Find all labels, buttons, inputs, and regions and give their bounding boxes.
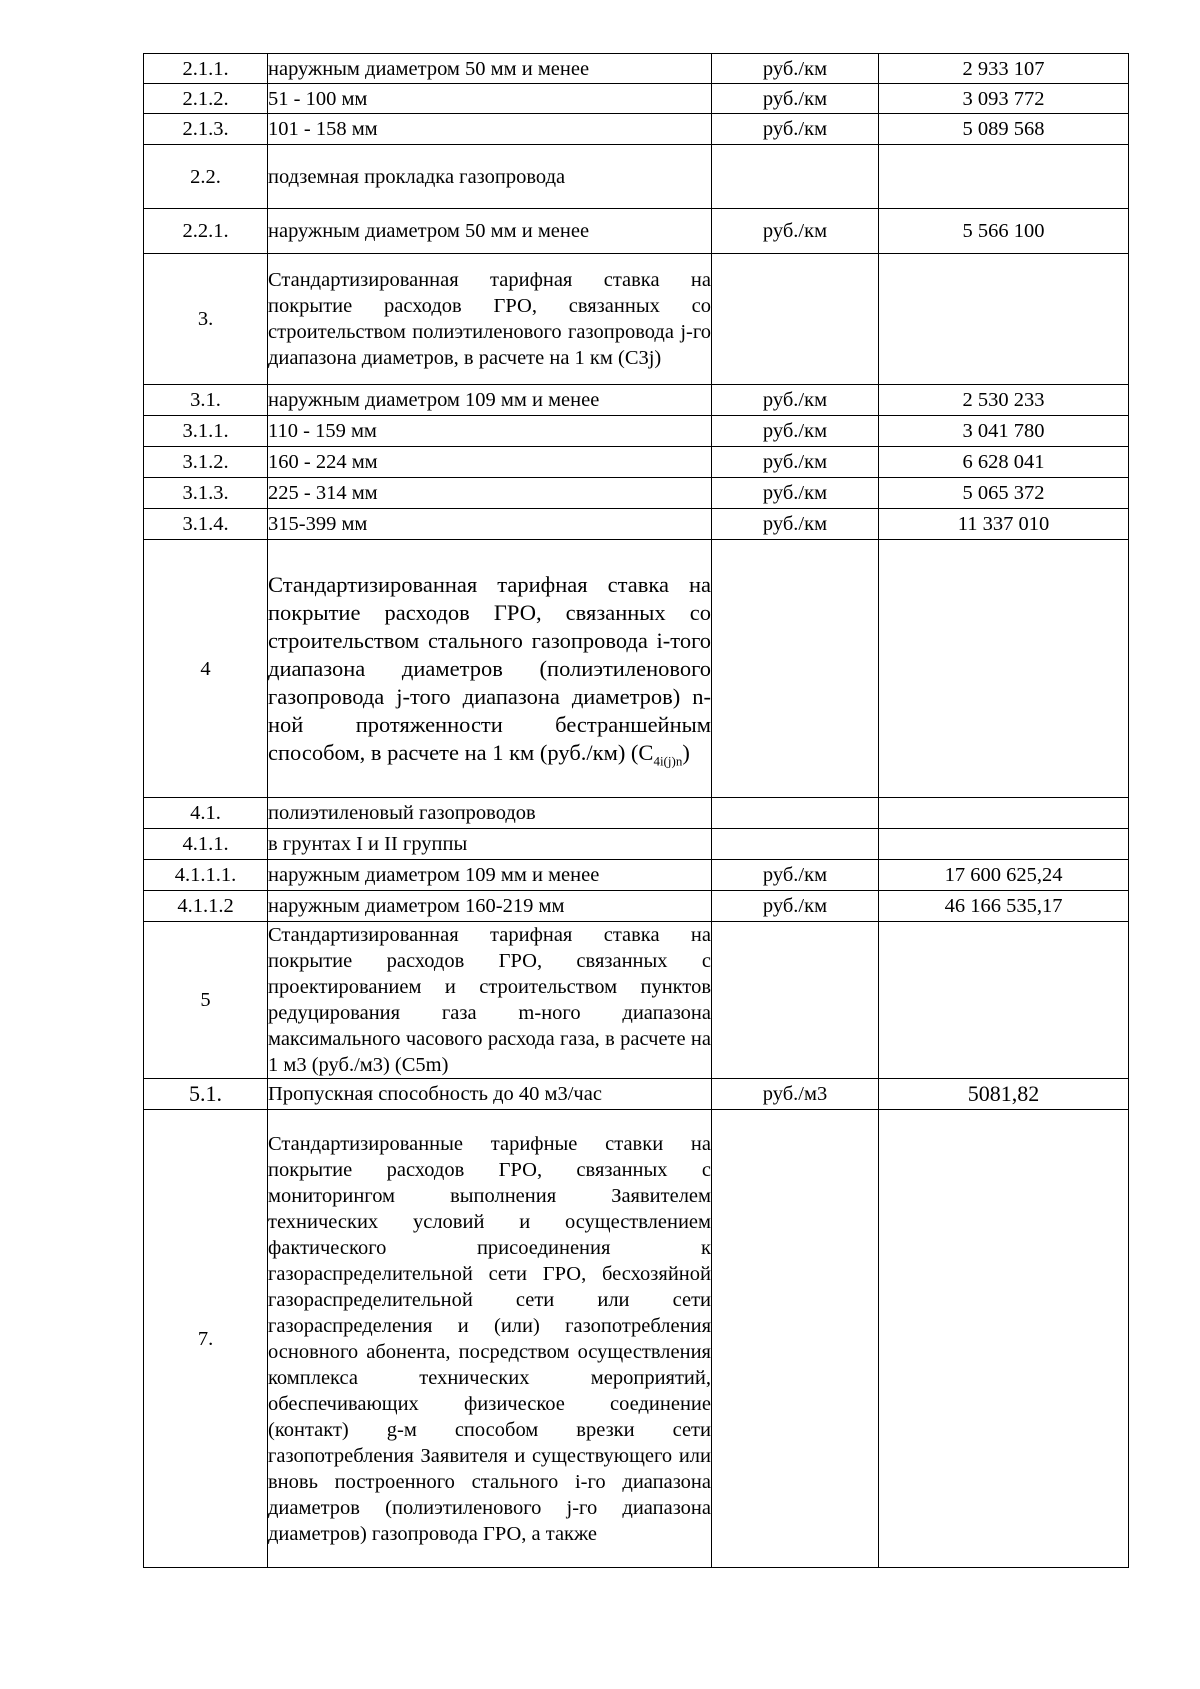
row-value: 5 065 372 [879, 478, 1129, 509]
table-row [144, 829, 1129, 860]
row-value [879, 829, 1129, 860]
tariff-table [143, 53, 1129, 1568]
row-number: 2.2.1. [144, 209, 268, 254]
row-value [879, 922, 1129, 1079]
row-value [879, 540, 1129, 798]
table-row [144, 209, 1129, 254]
row-description: в грунтах I и II группы [268, 829, 712, 860]
row-description-end: ) [682, 739, 690, 765]
row-description-text: Стандартизированная тарифная ставка на покрытие расходов ГРО, связанных со строительством стального газопровода i-того диапазона диаметров (полиэтиленового газопровода j-того диапазона диаметров) n-ной протяженности бестраншейным способом, в расчете на 1 км (руб./км) (С [268, 571, 711, 765]
row-unit [712, 798, 879, 829]
row-unit: руб./м3 [712, 1079, 879, 1110]
row-number: 3.1.2. [144, 447, 268, 478]
row-unit [712, 1110, 879, 1568]
row-value: 3 041 780 [879, 416, 1129, 447]
row-description: наружным диаметром 109 мм и менее [268, 860, 712, 891]
row-number: 2.2. [144, 145, 268, 209]
row-unit [712, 922, 879, 1079]
row-value [879, 1110, 1129, 1568]
row-unit [712, 254, 879, 385]
row-description: 110 - 159 мм [268, 416, 712, 447]
table-row [144, 84, 1129, 114]
row-unit: руб./км [712, 209, 879, 254]
row-description: подземная прокладка газопровода [268, 145, 712, 209]
table-row [144, 145, 1129, 209]
row-number: 3. [144, 254, 268, 385]
row-value [879, 254, 1129, 385]
row-number: 4.1.1.1. [144, 860, 268, 891]
table-row [144, 254, 1129, 385]
row-description: 315-399 мм [268, 509, 712, 540]
row-unit: руб./км [712, 447, 879, 478]
row-number: 3.1.1. [144, 416, 268, 447]
table-row [144, 891, 1129, 922]
row-number: 4.1.1. [144, 829, 268, 860]
row-value: 2 530 233 [879, 385, 1129, 416]
row-number: 5.1. [144, 1079, 268, 1110]
row-value: 5081,82 [879, 1079, 1129, 1110]
row-number: 3.1.3. [144, 478, 268, 509]
table-row [144, 1079, 1129, 1110]
row-description: 51 - 100 мм [268, 84, 712, 114]
table-row [144, 540, 1129, 798]
row-number: 2.1.1. [144, 54, 268, 84]
row-number: 4 [144, 540, 268, 798]
row-number: 5 [144, 922, 268, 1079]
row-description: наружным диаметром 50 мм и менее [268, 209, 712, 254]
row-number: 7. [144, 1110, 268, 1568]
row-unit: руб./км [712, 891, 879, 922]
row-value: 46 166 535,17 [879, 891, 1129, 922]
row-unit: руб./км [712, 860, 879, 891]
row-description [268, 540, 712, 798]
table-row [144, 478, 1129, 509]
table-row [144, 509, 1129, 540]
row-description: Пропускная способность до 40 м3/час [268, 1079, 712, 1110]
row-description: Стандартизированная тарифная ставка на покрытие расходов ГРО, связанных со строительством полиэтиленового газопровода j-го диапазона диаметров, в расчете на 1 км (С3j) [268, 254, 712, 385]
row-unit: руб./км [712, 385, 879, 416]
table-row [144, 114, 1129, 145]
table-row [144, 385, 1129, 416]
row-value: 17 600 625,24 [879, 860, 1129, 891]
row-value: 5 089 568 [879, 114, 1129, 145]
row-unit: руб./км [712, 416, 879, 447]
table-row [144, 416, 1129, 447]
row-value: 2 933 107 [879, 54, 1129, 84]
row-description: полиэтиленовый газопроводов [268, 798, 712, 829]
row-value [879, 798, 1129, 829]
row-value: 3 093 772 [879, 84, 1129, 114]
row-unit: руб./км [712, 84, 879, 114]
table-row [144, 1110, 1129, 1568]
row-description: 225 - 314 мм [268, 478, 712, 509]
table-row [144, 798, 1129, 829]
row-unit [712, 540, 879, 798]
table-row [144, 54, 1129, 84]
row-description: наружным диаметром 109 мм и менее [268, 385, 712, 416]
row-unit: руб./км [712, 478, 879, 509]
row-unit: руб./км [712, 114, 879, 145]
table-row [144, 447, 1129, 478]
row-unit: руб./км [712, 54, 879, 84]
row-unit [712, 145, 879, 209]
row-number: 4.1. [144, 798, 268, 829]
row-value: 11 337 010 [879, 509, 1129, 540]
row-number: 2.1.3. [144, 114, 268, 145]
row-description: 160 - 224 мм [268, 447, 712, 478]
table-row [144, 922, 1129, 1079]
row-value: 5 566 100 [879, 209, 1129, 254]
row-description: Стандартизированные тарифные ставки на покрытие расходов ГРО, связанных с мониторингом выполнения Заявителем технических условий и осуществлением фактического присоединения к газораспределительной сети ГРО, бесхозяйной газораспределительной сети или сети газораспределения и (или) газопотребления основного абонента, посредством осуществления комплекса технических мероприятий, обеспечивающих физическое соединение (контакт) g-м способом врезки сети газопотребления Заявителя и существующего или вновь построенного стального i-го диапазона диаметров (полиэтиленового j-го диапазона диаметров) газопровода ГРО, а также [268, 1110, 712, 1568]
row-description-subscript: 4i(j)n [653, 753, 683, 768]
row-unit [712, 829, 879, 860]
table-row [144, 860, 1129, 891]
row-number: 3.1. [144, 385, 268, 416]
row-description: наружным диаметром 160-219 мм [268, 891, 712, 922]
row-description: Стандартизированная тарифная ставка на покрытие расходов ГРО, связанных с проектированием и строительством пунктов редуцирования газа m-ного диапазона максимального часового расхода газа, в расчете на 1 м3 (руб./м3) (С5m) [268, 922, 712, 1079]
row-description: 101 - 158 мм [268, 114, 712, 145]
row-value: 6 628 041 [879, 447, 1129, 478]
row-unit: руб./км [712, 509, 879, 540]
row-value [879, 145, 1129, 209]
row-number: 4.1.1.2 [144, 891, 268, 922]
row-number: 2.1.2. [144, 84, 268, 114]
row-description: наружным диаметром 50 мм и менее [268, 54, 712, 84]
row-number: 3.1.4. [144, 509, 268, 540]
